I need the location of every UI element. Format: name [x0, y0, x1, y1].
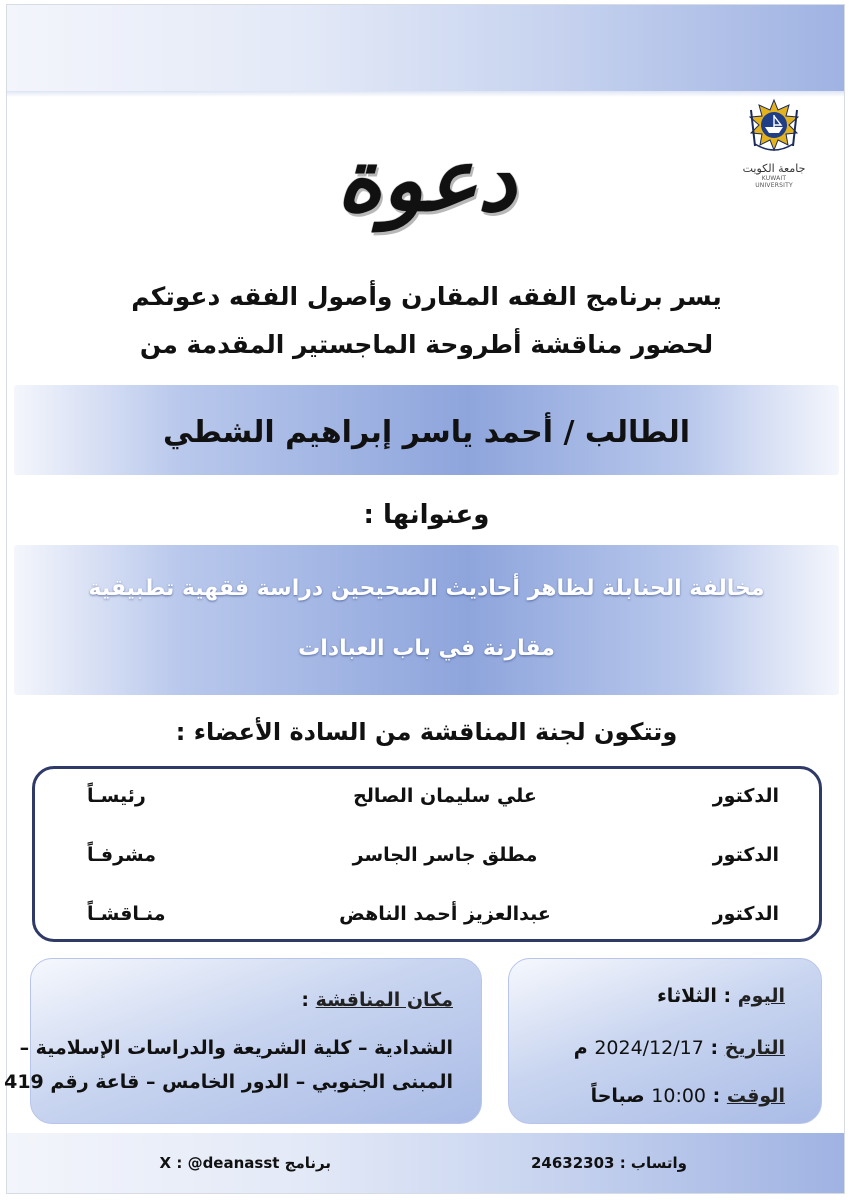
time-row: الوقت : 10:00 صباحاً [590, 1085, 785, 1107]
venue-label: مكان المناقشة [315, 989, 453, 1011]
whatsapp-number: 24632303 [530, 1154, 615, 1172]
member-name: عبدالعزيز أحمد الناهض [339, 903, 551, 925]
whatsapp-contact [531, 1154, 687, 1172]
member-title: الدكتور [712, 844, 779, 866]
day-value: الثلاثاء [657, 985, 717, 1007]
time-value: 10:00 [651, 1085, 707, 1107]
date-value: 2024/12/17 [594, 1037, 704, 1059]
intro-line-2: لحضور مناقشة أطروحة الماجستير المقدمة من [139, 330, 714, 359]
thesis-band [14, 545, 839, 695]
whatsapp-label: واتساب : [619, 1154, 687, 1172]
venue-line-1: الشدادية – كلية الشريعة والدراسات الإسلامية – [19, 1037, 453, 1059]
logo-arabic-name: جامعة الكويت [742, 162, 806, 175]
committee-row [35, 844, 825, 880]
date-row: التاريخ : 2024/12/17 م [573, 1037, 785, 1059]
member-role: رئيسـاً [87, 785, 146, 807]
venue-box [4, 958, 482, 1124]
thesis-title-line-2: مقارنة في باب العبادات [298, 636, 555, 661]
x-handle: @deanasst [187, 1154, 280, 1172]
date-label: التاريخ [724, 1037, 785, 1059]
member-name: علي سليمان الصالح [353, 785, 537, 807]
committee-row [35, 785, 825, 821]
x-contact [160, 1154, 331, 1172]
intro-line-1: يسر برنامج الفقه المقارن وأصول الفقه دعوتكم [131, 282, 722, 311]
venue-label-row: مكان المناقشة : [301, 989, 453, 1011]
top-band-shadow [7, 91, 845, 97]
top-gradient-band [7, 5, 845, 91]
member-title: الدكتور [712, 785, 779, 807]
member-role: مشرفـاً [87, 844, 156, 866]
committee-row [35, 903, 825, 939]
venue-line-2: المبنى الجنوبي – الدور الخامس – قاعة رقم 419 [4, 1071, 453, 1093]
day-label: اليوم [737, 985, 785, 1007]
member-role: منـاقشـاً [87, 903, 166, 925]
logo-english-name: KUWAIT UNIVERSITY [755, 175, 793, 189]
x-label: برنامج X : [159, 1154, 331, 1172]
bottom-gradient-band [7, 1133, 845, 1193]
student-name: الطالب / أحمد ياسر إبراهيم الشطي [163, 415, 690, 450]
member-title: الدكتور [712, 903, 779, 925]
committee-box [32, 766, 822, 942]
thesis-title-line-1: مخالفة الحنابلة لظاهر أحاديث الصحيحين دراسة فقهية تطبيقية [88, 576, 765, 601]
time-suffix: صباحاً [590, 1085, 645, 1107]
time-label: الوقت [726, 1085, 785, 1107]
invitation-title: دعوة [336, 130, 517, 231]
member-name: مطلق جاسر الجاسر [352, 844, 538, 866]
date-suffix: م [573, 1037, 588, 1059]
schedule-box [508, 958, 822, 1124]
committee-label: وتتكون لجنة المناقشة من السادة الأعضاء : [175, 718, 678, 746]
day-row: اليوم : الثلاثاء [657, 985, 785, 1007]
thesis-label: وعنوانها : [363, 500, 490, 530]
